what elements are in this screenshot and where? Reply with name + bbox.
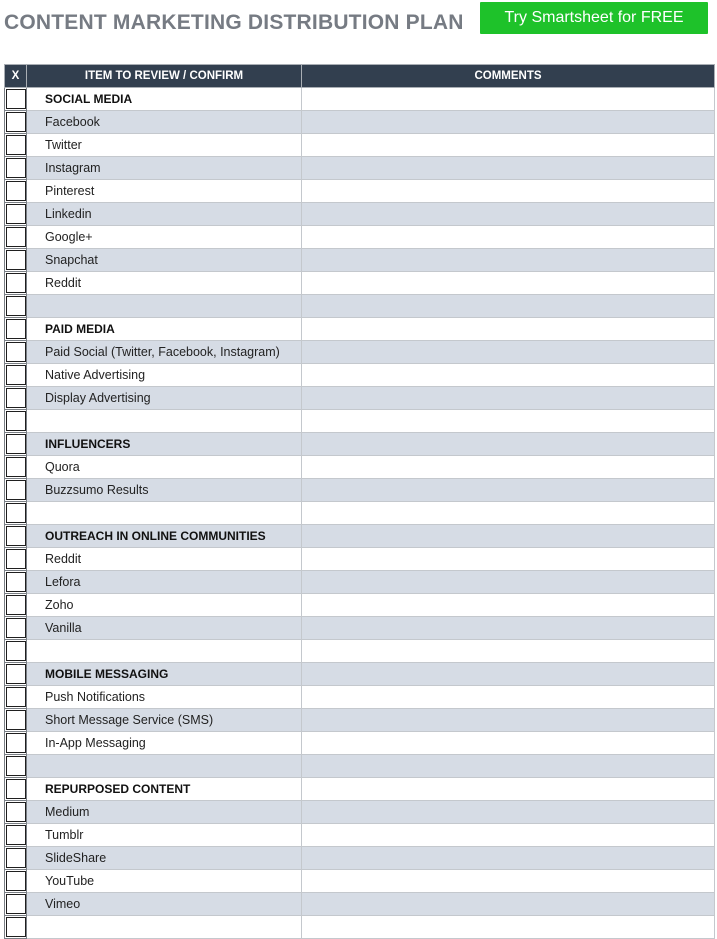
review-checkbox[interactable] [6,779,26,799]
checkbox-cell [5,847,27,870]
review-checkbox[interactable] [6,342,26,362]
section-title: PAID MEDIA [27,318,302,341]
table-row [5,479,715,502]
table-body [5,88,715,939]
table-row [5,387,715,410]
checkbox-cell [5,203,27,226]
table-row [5,226,715,249]
review-checkbox[interactable] [6,641,26,661]
comment-cell[interactable] [302,525,715,548]
comment-cell[interactable] [302,364,715,387]
table-row [5,709,715,732]
checkbox-cell [5,318,27,341]
checkbox-cell [5,249,27,272]
review-checkbox[interactable] [6,112,26,132]
section-header-row [5,433,715,456]
table-row [5,111,715,134]
checkbox-cell [5,479,27,502]
comment-cell[interactable] [302,226,715,249]
comment-cell[interactable] [302,180,715,203]
checkbox-cell [5,456,27,479]
checkbox-cell [5,640,27,663]
comment-cell[interactable] [302,318,715,341]
item-label: SlideShare [27,847,302,870]
review-checkbox[interactable] [6,227,26,247]
review-checkbox[interactable] [6,181,26,201]
table-row [5,180,715,203]
item-label [27,502,302,525]
review-checkbox[interactable] [6,503,26,523]
review-checkbox[interactable] [6,917,26,937]
check-column-header: X [5,65,27,88]
checkbox-cell [5,364,27,387]
checkbox-cell [5,709,27,732]
item-label: Instagram [27,157,302,180]
review-checkbox[interactable] [6,756,26,776]
table-row [5,341,715,364]
checkbox-cell [5,295,27,318]
comment-cell[interactable] [302,571,715,594]
checkbox-cell [5,548,27,571]
comment-cell[interactable] [302,433,715,456]
review-checkbox[interactable] [6,825,26,845]
item-label: Tumblr [27,824,302,847]
comment-cell[interactable] [302,663,715,686]
comment-cell[interactable] [302,640,715,663]
table-row [5,893,715,916]
comment-cell[interactable] [302,272,715,295]
section-title: INFLUENCERS [27,433,302,456]
section-title: OUTREACH IN ONLINE COMMUNITIES [27,525,302,548]
review-checkbox[interactable] [6,480,26,500]
table-row [5,157,715,180]
item-label: Short Message Service (SMS) [27,709,302,732]
comment-cell[interactable] [302,594,715,617]
table-row [5,502,715,525]
checkbox-cell [5,433,27,456]
comment-cell[interactable] [302,755,715,778]
review-checkbox[interactable] [6,296,26,316]
checkbox-cell [5,594,27,617]
checkbox-cell [5,893,27,916]
comment-cell[interactable] [302,916,715,939]
checkbox-cell [5,226,27,249]
table-row [5,594,715,617]
item-label: Medium [27,801,302,824]
checkbox-cell [5,157,27,180]
table-row [5,410,715,433]
comment-cell[interactable] [302,157,715,180]
comment-cell[interactable] [302,410,715,433]
comment-cell[interactable] [302,824,715,847]
comment-cell[interactable] [302,387,715,410]
section-title: REPURPOSED CONTENT [27,778,302,801]
checkbox-cell [5,801,27,824]
checkbox-cell [5,755,27,778]
checkbox-cell [5,663,27,686]
item-label: Vimeo [27,893,302,916]
item-label: Paid Social (Twitter, Facebook, Instagram) [27,341,302,364]
item-label [27,410,302,433]
review-checkbox[interactable] [6,687,26,707]
comment-cell[interactable] [302,341,715,364]
review-checkbox[interactable] [6,526,26,546]
review-checkbox[interactable] [6,802,26,822]
comment-cell[interactable] [302,548,715,571]
review-checkbox[interactable] [6,365,26,385]
item-label: Facebook [27,111,302,134]
checkbox-cell [5,916,27,939]
item-label [27,755,302,778]
item-label: Quora [27,456,302,479]
comment-cell[interactable] [302,709,715,732]
checkbox-cell [5,180,27,203]
checkbox-cell [5,525,27,548]
comment-cell[interactable] [302,778,715,801]
review-checkbox[interactable] [6,871,26,891]
item-label [27,916,302,939]
table-row [5,295,715,318]
checkbox-cell [5,870,27,893]
section-header-row [5,88,715,111]
item-label: Lefora [27,571,302,594]
table-row [5,203,715,226]
item-label [27,640,302,663]
item-label: YouTube [27,870,302,893]
review-checkbox[interactable] [6,135,26,155]
comment-cell[interactable] [302,893,715,916]
comment-cell[interactable] [302,732,715,755]
table-row [5,364,715,387]
item-label: Linkedin [27,203,302,226]
checkbox-cell [5,387,27,410]
comment-cell[interactable] [302,249,715,272]
checkbox-cell [5,778,27,801]
checkbox-cell [5,111,27,134]
table-row [5,916,715,939]
review-checkbox[interactable] [6,664,26,684]
review-checkbox[interactable] [6,250,26,270]
review-checkbox[interactable] [6,549,26,569]
section-header-row [5,663,715,686]
comment-cell[interactable] [302,295,715,318]
comment-cell[interactable] [302,801,715,824]
checkbox-cell [5,686,27,709]
review-checkbox[interactable] [6,572,26,592]
item-label: Snapchat [27,249,302,272]
review-checkbox[interactable] [6,848,26,868]
review-checkbox[interactable] [6,388,26,408]
comment-cell[interactable] [302,686,715,709]
try-smartsheet-button[interactable]: Try Smartsheet for FREE [480,2,708,34]
comment-cell[interactable] [302,203,715,226]
table-row [5,640,715,663]
review-checkbox[interactable] [6,204,26,224]
item-label: Pinterest [27,180,302,203]
item-label: Display Advertising [27,387,302,410]
item-label [27,295,302,318]
review-checkbox[interactable] [6,710,26,730]
section-title: MOBILE MESSAGING [27,663,302,686]
comment-cell[interactable] [302,88,715,111]
comment-cell[interactable] [302,456,715,479]
section-header-row [5,525,715,548]
checkbox-cell [5,88,27,111]
item-label: Zoho [27,594,302,617]
item-label: Google+ [27,226,302,249]
checkbox-cell [5,134,27,157]
item-label: Reddit [27,272,302,295]
checkbox-cell [5,617,27,640]
page-title: CONTENT MARKETING DISTRIBUTION PLAN [4,11,464,34]
item-label: Reddit [27,548,302,571]
section-header-row [5,318,715,341]
item-label: In-App Messaging [27,732,302,755]
checkbox-cell [5,410,27,433]
table-row [5,571,715,594]
table-row [5,755,715,778]
comment-cell[interactable] [302,134,715,157]
comments-column-header: COMMENTS [302,65,715,88]
table-row [5,847,715,870]
comment-cell[interactable] [302,502,715,525]
review-checkbox[interactable] [6,434,26,454]
item-label: Push Notifications [27,686,302,709]
table-row [5,617,715,640]
review-checkbox[interactable] [6,595,26,615]
review-checkbox[interactable] [6,319,26,339]
review-checkbox[interactable] [6,618,26,638]
review-checkbox[interactable] [6,273,26,293]
section-title: SOCIAL MEDIA [27,88,302,111]
table-row [5,732,715,755]
checkbox-cell [5,341,27,364]
checkbox-cell [5,732,27,755]
checkbox-cell [5,272,27,295]
table-row [5,686,715,709]
comment-cell[interactable] [302,479,715,502]
review-checkbox[interactable] [6,89,26,109]
item-label: Vanilla [27,617,302,640]
table-header-row [5,65,715,88]
item-label: Native Advertising [27,364,302,387]
comment-cell[interactable] [302,870,715,893]
table-row [5,548,715,571]
table-row [5,249,715,272]
item-label: Buzzsumo Results [27,479,302,502]
table-row [5,870,715,893]
table-row [5,801,715,824]
table-row [5,272,715,295]
table-row [5,456,715,479]
comment-cell[interactable] [302,617,715,640]
checkbox-cell [5,502,27,525]
checkbox-cell [5,571,27,594]
table-row [5,824,715,847]
item-column-header: ITEM TO REVIEW / CONFIRM [27,65,302,88]
item-label: Twitter [27,134,302,157]
review-checkbox[interactable] [6,411,26,431]
distribution-plan-table [4,64,715,939]
review-checkbox[interactable] [6,894,26,914]
review-checkbox[interactable] [6,158,26,178]
checkbox-cell [5,824,27,847]
comment-cell[interactable] [302,847,715,870]
comment-cell[interactable] [302,111,715,134]
table-row [5,134,715,157]
review-checkbox[interactable] [6,733,26,753]
review-checkbox[interactable] [6,457,26,477]
section-header-row [5,778,715,801]
